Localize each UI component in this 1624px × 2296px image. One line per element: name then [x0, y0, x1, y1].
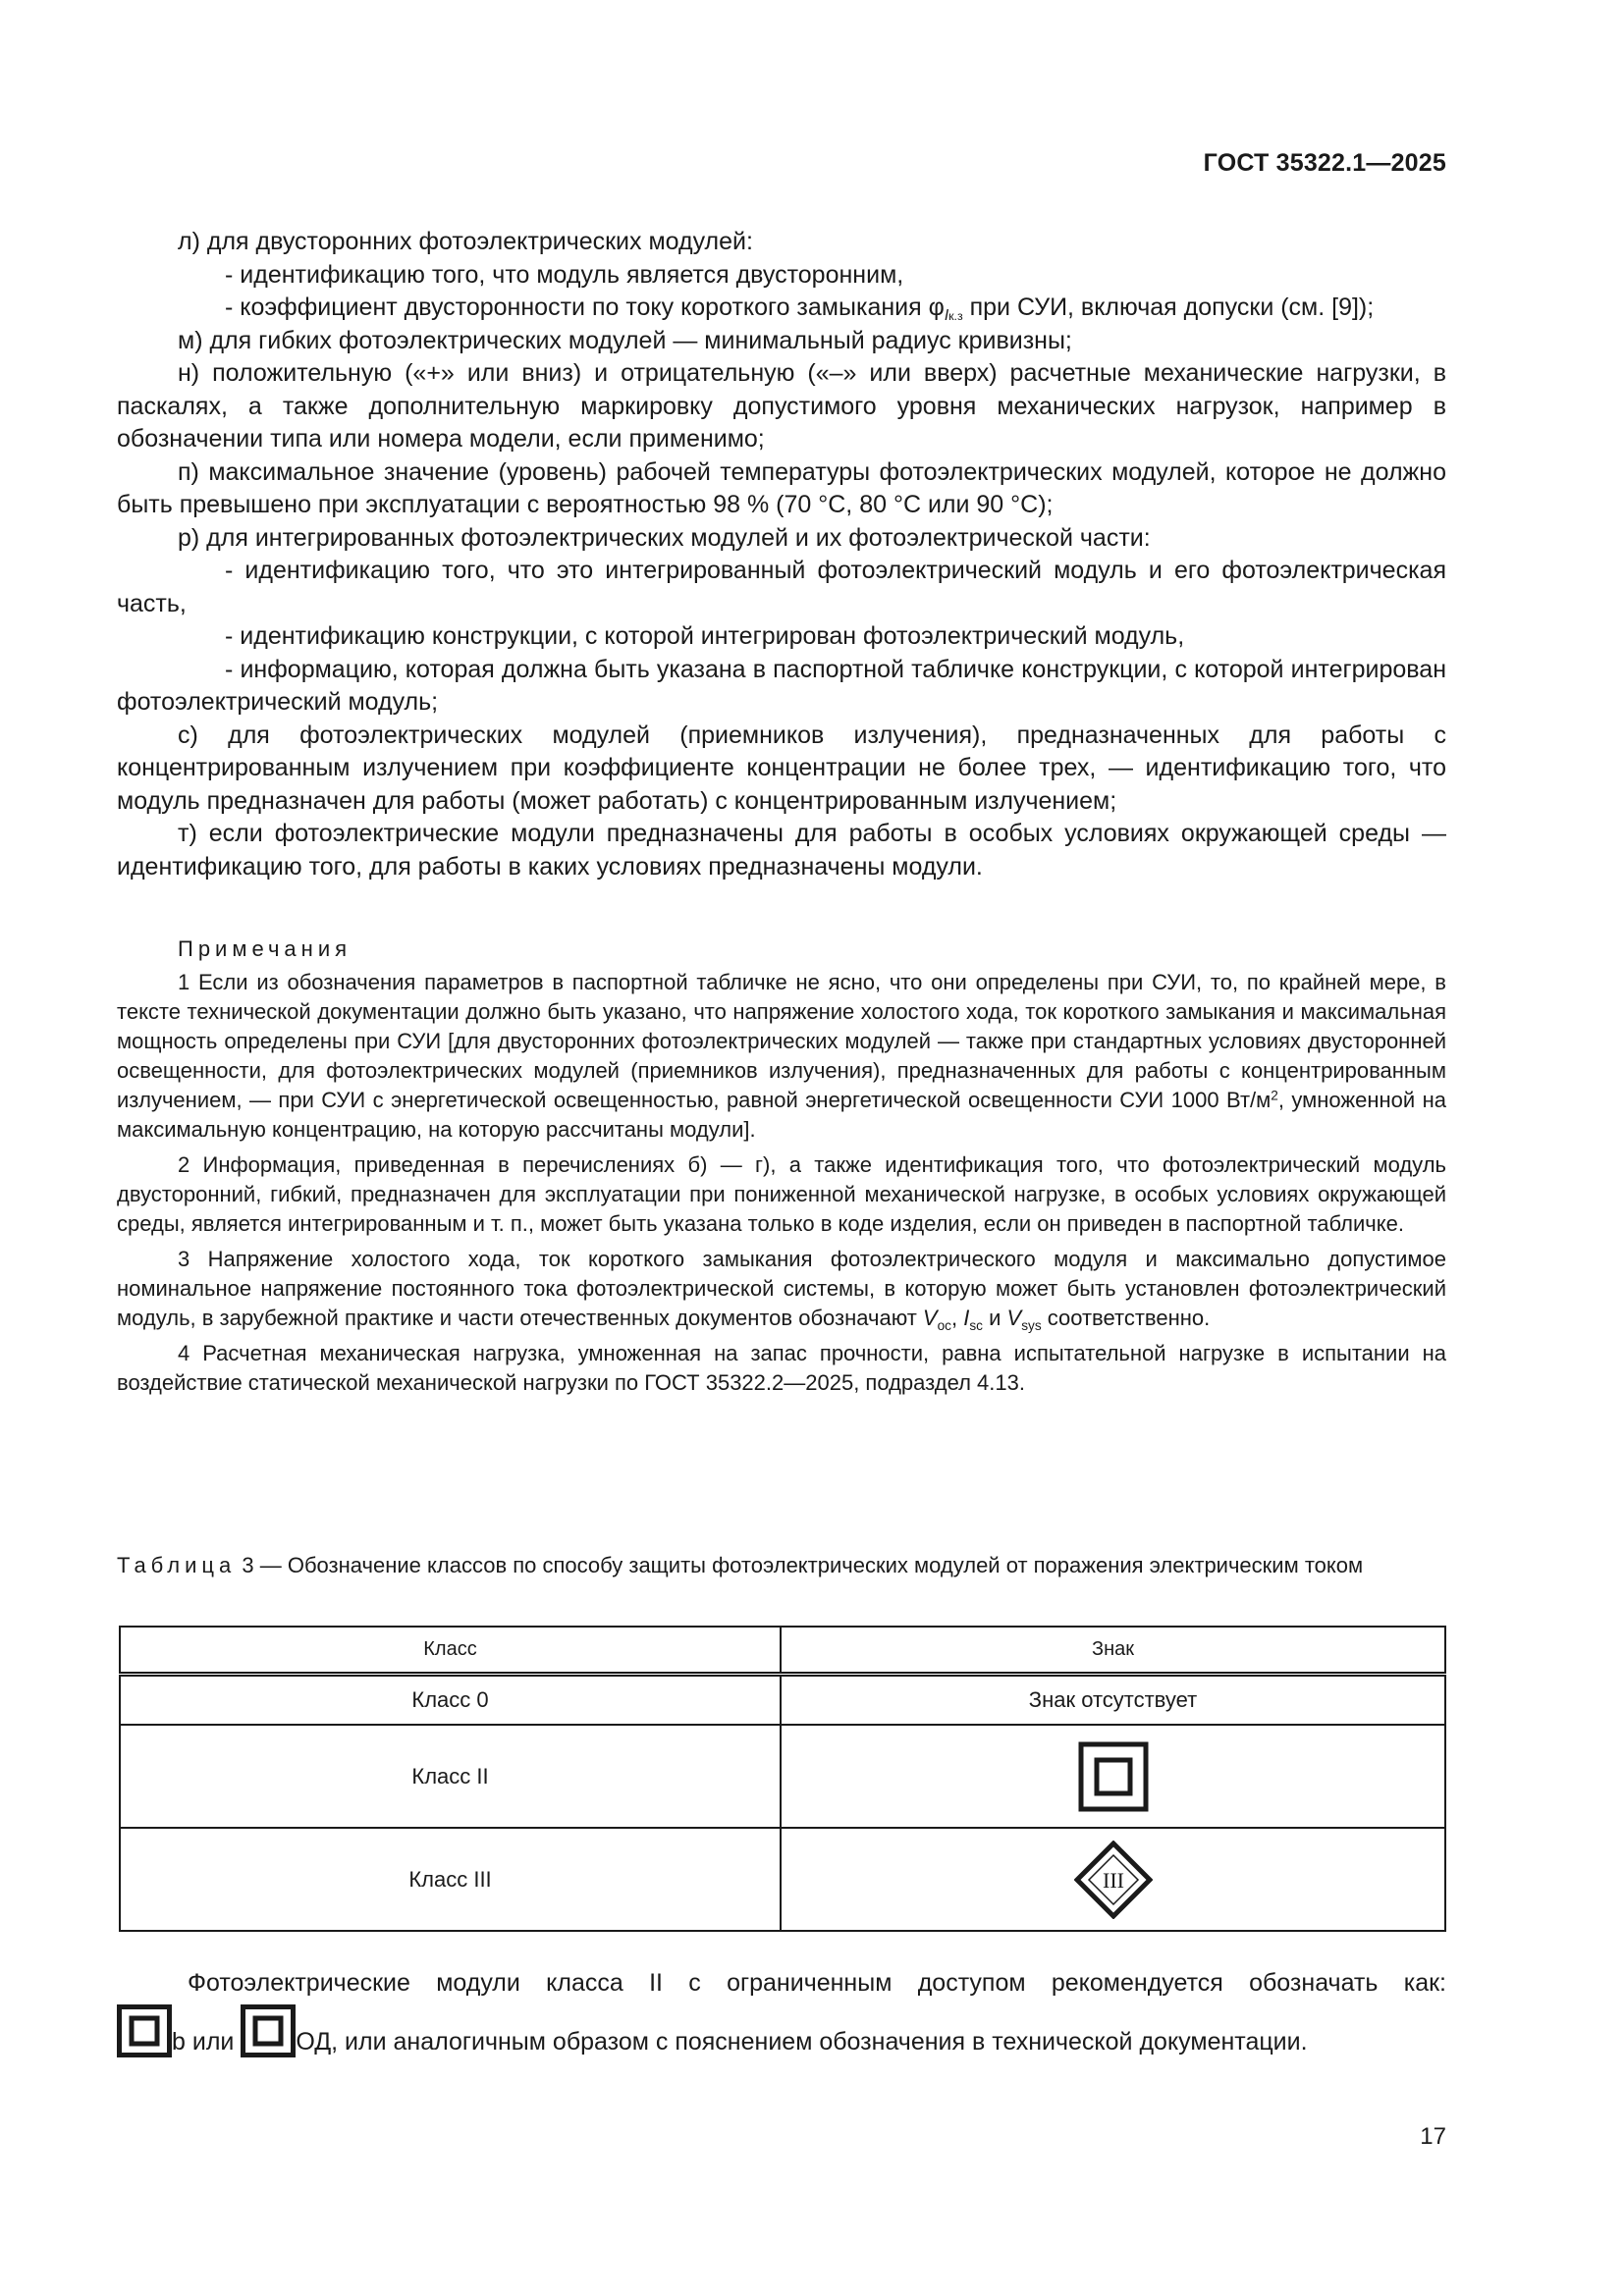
- sign-cell: Знак отсутствует: [781, 1675, 1445, 1726]
- column-header-sign: Знак: [781, 1627, 1445, 1675]
- note-1: 1 Если из обозначения параметров в паспортной табличке не ясно, что они определены при СУИ, то, по крайней мере, в тексте технической документации должно быть указано, что напряжение холостого хода, ток короткого замыкания и максимальная мощность определены при СУИ [для двусторонних фотоэлектрических модулей — также при стандартных условиях двусторонней освещенности, для фотоэлектрических модулей (приемников излучения), предназначенных для работы с концентрированным излучением, — при СУИ с энергетической освещенностью, равной энергетической освещенности СУИ 1000 $Вт/м^2$, умноженной на максимальную концентрацию, на которую рассчитаны модули].: [117, 970, 1446, 1142]
- closing-paragraph: [117, 1961, 1446, 2063]
- class-cell: Класс 0: [120, 1675, 781, 1726]
- note-4: 4 Расчетная механическая нагрузка, умноженная на запас прочности, равна испытательной нагрузке в испытании на воздействие статической механической нагрузки по ГОСТ 35322.2—2025, подраздел 4.13.: [117, 1341, 1446, 1395]
- note-3: 3 Напряжение холостого хода, ток короткого замыкания фотоэлектрического модуля и максимально допустимое номинальное напряжение постоянного тока фотоэлектрической системы, в которую может быть установлен фотоэлектрический модуль, в зарубежной практике и части отечественных документов обозначают $V_{oc}$, $I_{sc}$ и $V_{sys}$ соответственно.: [117, 1247, 1446, 1333]
- sign-cell: [781, 1828, 1445, 1931]
- list-item: н) положительную («+» или вниз) и отрицательную («–» или вверх) расчетные механические нагрузки, в паскалях, а также дополнительную маркировку допустимого уровня механических нагрузок, например в обозначении типа или номера модели, если применимо;: [117, 359, 1446, 453]
- column-header-class: Класс: [120, 1627, 781, 1675]
- list-subitem: - коэффициент двусторонности по току короткого замыкания $\varphi_{Iк.з}$ при СУИ, включая допуски (см. [9]);: [225, 294, 1375, 325]
- table-caption: Таблица 3 — Обозначение классов по способу защиты фотоэлектрических модулей от поражения электрическим током: [117, 1553, 1364, 1577]
- class-cell: Класс III: [120, 1828, 781, 1931]
- list-item: с) для фотоэлектрических модулей (приемников излучения), предназначенных для работы с концентрированным излучением при коэффициенте концентрации не более трех, — идентификацию того, что модуль предназначен для работы (может работать) с концентрированным излучением;: [117, 721, 1446, 815]
- class-cell: Класс II: [120, 1725, 781, 1828]
- note-2: 2 Информация, приведенная в перечислениях б) — г), а также идентификация того, что фотоэлектрический модуль двусторонний, гибкий, предназначен для эксплуатации при пониженной механической нагрузке, в особых условиях окружающей среды, является интегрированным и т. п., может быть указана только в коде изделия, если он приведен в паспортной табличке.: [117, 1152, 1446, 1236]
- diamond-label: III: [1102, 1867, 1124, 1893]
- table-header-row: [120, 1627, 1445, 1675]
- notes-section: [117, 934, 1446, 1404]
- list-subitem: - информацию, которая должна быть указана в паспортной табличке конструкции, с которой интегрирован фотоэлектрический модуль;: [117, 655, 1446, 716]
- list-item: р) для интегрированных фотоэлектрических модулей и их фотоэлектрической части:: [178, 523, 1151, 552]
- document-id: ГОСТ 35322.1—2025: [1203, 149, 1446, 177]
- page-number: 17: [1420, 2123, 1446, 2150]
- list-item: м) для гибких фотоэлектрических модулей — минимальный радиус кривизны;: [178, 326, 1072, 354]
- table-row: [120, 1725, 1445, 1828]
- list-item: п) максимальное значение (уровень) рабочей температуры фотоэлектрических модулей, которое не должно быть превышено при эксплуатации с вероятностью 98 % (70 °С, 80 °С или 90 °С);: [117, 457, 1446, 518]
- list-subitem: - идентификацию конструкции, с которой интегрирован фотоэлектрический модуль,: [225, 622, 1185, 650]
- list-item: л) для двусторонних фотоэлектрических модулей:: [178, 228, 753, 255]
- document-page: [117, 0, 1446, 2296]
- sign-cell: [781, 1725, 1445, 1828]
- diamond-iii-icon: [1074, 1841, 1153, 1919]
- requirements-list: [117, 226, 1446, 883]
- double-square-icon: [117, 2004, 172, 2057]
- protection-class-table: [119, 1626, 1446, 1932]
- table-row: [120, 1828, 1445, 1931]
- table-row: [120, 1675, 1445, 1726]
- double-square-icon: [1078, 1741, 1149, 1812]
- list-subitem: - идентификацию того, что это интегрированный фотоэлектрический модуль и его фотоэлектрическая часть,: [117, 557, 1446, 617]
- notes-heading: Примечания: [178, 936, 352, 961]
- list-subitem: - идентификацию того, что модуль является двусторонним,: [225, 260, 904, 289]
- list-item: т) если фотоэлектрические модули предназначены для работы в особых условиях окружающей среды — идентификацию того, для работы в каких условиях предназначены модули.: [117, 820, 1446, 881]
- closing-line: b или ОД, или аналогичным образом с пояснением обозначения в технической документации.: [117, 2004, 1446, 2063]
- closing-line: Фотоэлектрические модули класса II с ограниченным доступом рекомендуется обозначать как:: [188, 1969, 1446, 1997]
- double-square-icon: [241, 2004, 296, 2057]
